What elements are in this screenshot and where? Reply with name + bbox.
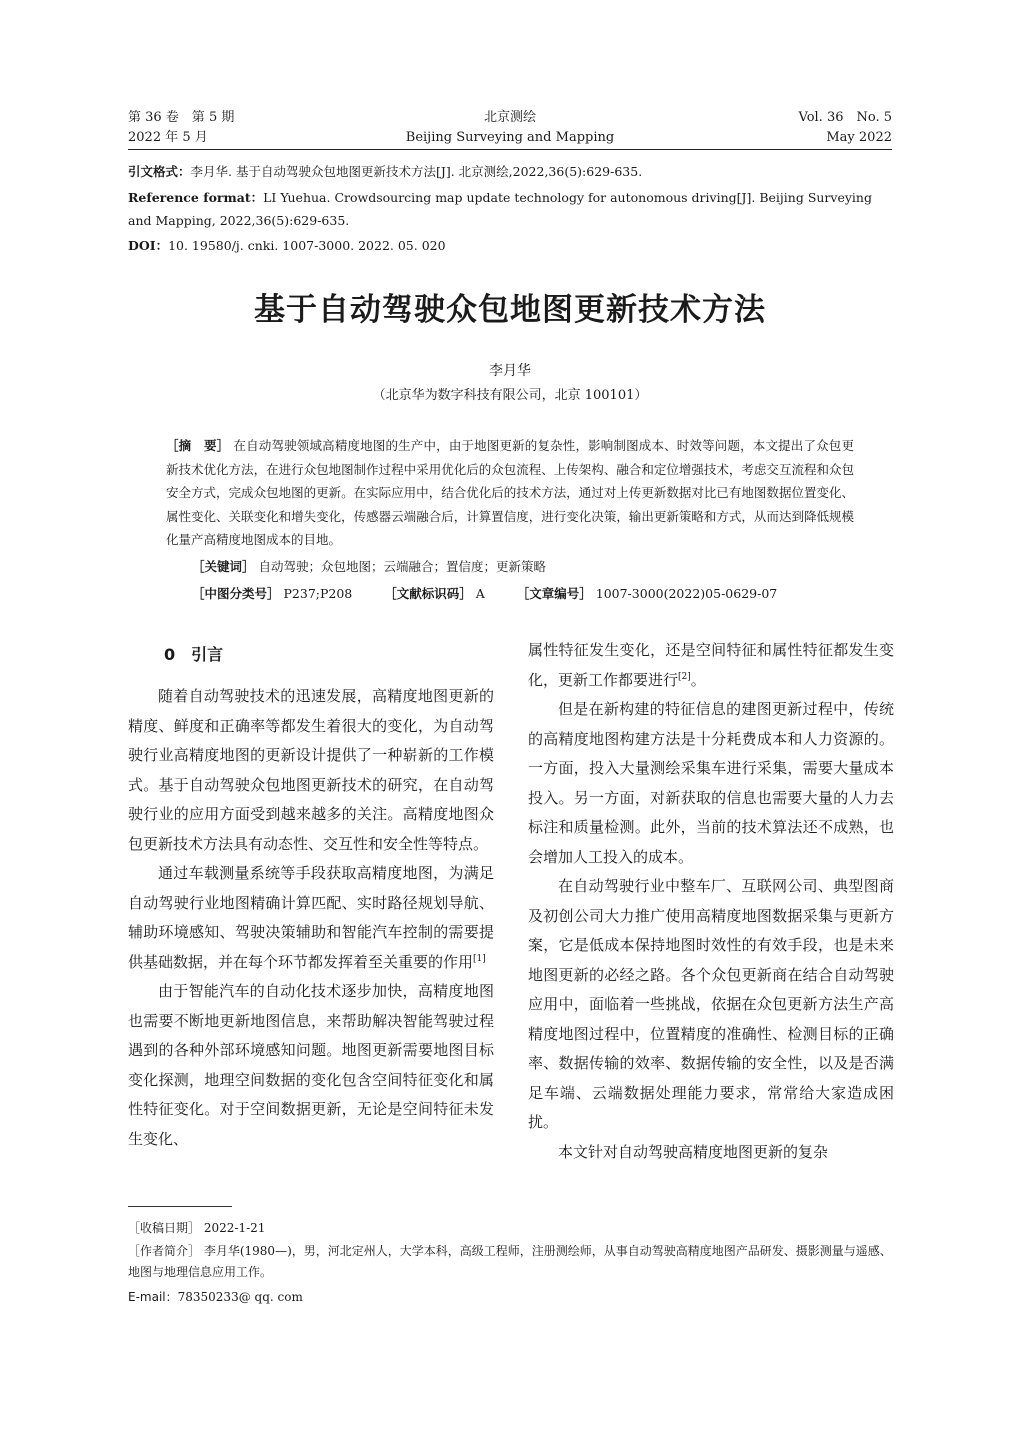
article-number-label: ［文章编号］: [516, 586, 592, 601]
email-label: E-mail：: [128, 1290, 178, 1304]
received-date: [128, 1218, 892, 1239]
paragraph: [128, 859, 494, 977]
received-value: 2022-1-21: [203, 1221, 266, 1235]
reference-marker[interactable]: [2]: [678, 671, 691, 682]
doc-code-value: A: [475, 586, 485, 601]
citation-cn-label: 引文格式：: [128, 164, 191, 179]
volume-issue-text: 第 36 卷 第 5 期: [128, 110, 235, 125]
received-label: ［收稿日期］: [128, 1221, 201, 1235]
paragraph: 由于智能汽车的自动化技术逐步加快，高精度地图也需要不断地更新地图信息，来帮助解决智能驾驶过程遇到的各种外部环境感知问题。地图更新需要地图目标变化探测，地理空间数据的变化包含空间特征变化和属性特征变化。对于空间数据更新，无论是空间特征未发生变化、: [128, 982, 494, 1148]
author-email: [128, 1287, 892, 1308]
clc-label: ［中图分类号］: [192, 586, 280, 601]
author-name: 李月华: [489, 363, 531, 379]
journal-volume-en: [799, 108, 893, 148]
paper-title: 基于自动驾驶众包地图更新技术方法: [254, 292, 766, 328]
journal-name-cn: 北京测绘: [483, 110, 536, 125]
body-right-column: [528, 636, 894, 1167]
paragraph: 但是在新构建的特征信息的建图更新过程中，传统的高精度地图构建方法是十分耗费成本和人力资源的。一方面，投入大量测绘采集车进行采集，需要大量成本投入。另一方面，对新获取的信息也需要大量的人力去标注和质量检测。此外，当前的技术算法还不成熟，也会增加人工投入的成本。: [528, 700, 894, 866]
paragraph: [528, 636, 894, 695]
abstract-text: 在自动驾驶领域高精度地图的生产中，由于地图更新的复杂性，影响制图成本、时效等问题，本文提出了众包更新技术优化方法，在进行众包地图制作过程中采用优化后的众包流程、上传架构、融合和定位增强技术，考虑交互流程和众包安全方式，完成众包地图的更新。在实际应用中，结合优化后的技术方法，通过对上传更新数据对比已有地图数据位置变化、属性变化、关联变化和增失变化，传感器云端融合后，计算置信度，进行变化决策，输出更新策略和方式，从而达到降低规模化量产高精度地图成本的目地。: [166, 438, 854, 547]
paragraph: 在自动驾驶行业中整车厂、互联网公司、典型图商及初创公司大力推广使用高精度地图数据采集与更新方案，它是低成本保持地图时效性的有效手段，也是未来地图更新的必经之路。各个众包更新商在结合自动驾驶应用中，面临着一些挑战，依据在众包更新方法生产高精度地图过程中，位置精度的准确性、检测目标的正确率、数据传输的效率、数据传输的安全性，以及是否满足车端、云端数据处理能力要求，常常给大家造成困扰。: [528, 877, 894, 1131]
doc-code-label: ［文献标识码］: [384, 586, 472, 601]
body-left-column: [128, 636, 494, 1154]
footnote-divider: [128, 1206, 232, 1207]
issue-date-cn: 2022 年 5 月: [128, 130, 208, 145]
issue-date-en: May 2022: [826, 130, 892, 145]
keywords: [192, 556, 852, 578]
journal-name-en: Beijing Surveying and Mapping: [405, 130, 615, 145]
doi: [128, 234, 892, 257]
paragraph: 本文针对自动驾驶高精度地图更新的复杂: [558, 1142, 829, 1161]
bio-label: ［作者简介］: [128, 1244, 201, 1258]
author-affiliation: （北京华为数字科技有限公司，北京 100101）: [372, 388, 648, 403]
citation-cn-text: 李月华. 基于自动驾驶众包地图更新技术方法[J]. 北京测绘,2022,36(5):629-635.: [190, 164, 643, 179]
reference-marker[interactable]: [1]: [473, 953, 486, 964]
citation-en: [128, 186, 892, 232]
email-value[interactable]: 78350233@ qq. com: [177, 1290, 303, 1304]
abstract: [166, 434, 854, 552]
paragraph-text: 属性特征发生变化，还是空间特征和属性特征都发生变化，更新工作都要进行: [528, 641, 894, 689]
citation-cn: [128, 160, 892, 183]
keywords-text: 自动驾驶；众包地图；云端融合；置信度；更新策略: [258, 559, 547, 574]
doi-label: DOI：: [128, 238, 169, 253]
doi-value[interactable]: 10. 19580/j. cnki. 1007-3000. 2022. 05. 020: [168, 238, 446, 253]
volume-issue-en: Vol. 36 No. 5: [798, 110, 892, 125]
sentence-end: 。: [690, 670, 706, 689]
author-bio: [128, 1241, 892, 1283]
citation-en-label: Reference format：: [128, 190, 264, 205]
clc-value: P237;P208: [283, 586, 353, 601]
section-heading-intro: 0 引言: [164, 645, 224, 664]
article-number-value: 1007-3000(2022)05-0629-07: [595, 586, 778, 601]
abstract-label: ［摘 要］: [166, 438, 230, 453]
bio-value: 李月华(1980—)，男，河北定州人，大学本科，高级工程师，注册测绘师，从事自动驾驶高精度地图产品研发、摄影测量与遥感、地图与地理信息应用工作。: [128, 1244, 892, 1279]
citation-en-text: LI Yuehua. Crowdsourcing map update technology for autonomous driving[J]. Beijing Surveying and Mapping, 2022,36(5):629-635.: [128, 190, 872, 228]
paragraph-text: 通过车载测量系统等手段获取高精度地图，为满足自动驾驶行业地图精确计算匹配、实时路径规划导航、辅助环境感知、驾驶决策辅助和智能汽车控制的需要提供基础数据，并在每个环节都发挥着至关重要的作用: [128, 864, 494, 971]
paragraph: 随着自动驾驶技术的迅速发展，高精度地图更新的精度、鲜度和正确率等都发生着很大的变化，为自动驾驶行业高精度地图的更新设计提供了一种崭新的工作模式。基于自动驾驶众包地图更新技术的研究，在自动驾驶行业的应用方面受到越来越多的关注。高精度地图众包更新技术方法具有动态性、交互性和安全性等特点。: [128, 687, 494, 853]
keywords-label: ［关键词］: [192, 559, 255, 574]
classification-info: [192, 583, 872, 605]
header-divider: [128, 149, 892, 150]
